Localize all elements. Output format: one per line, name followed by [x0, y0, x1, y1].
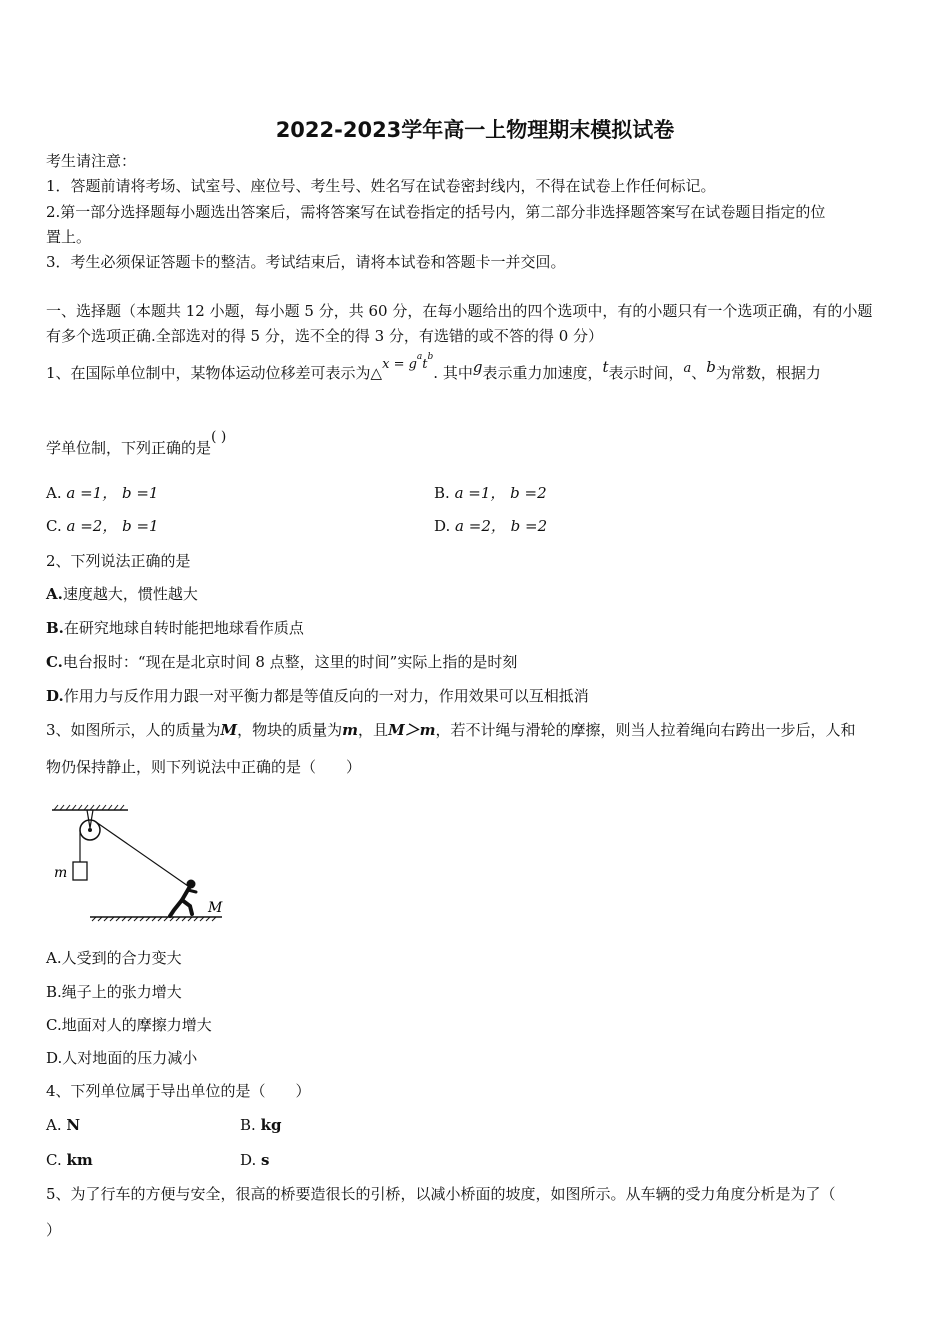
option-label: B.	[240, 1116, 256, 1134]
option-label: A.	[46, 585, 63, 603]
pulley-axle	[88, 828, 92, 832]
q3-option-b[interactable]	[46, 982, 182, 1002]
q4-stem: 4、下列单位属于导出单位的是（ ）	[46, 1082, 311, 1100]
q4-option-b[interactable]	[240, 1115, 281, 1135]
option-text: N	[66, 1116, 81, 1134]
q4-option-a[interactable]	[46, 1115, 80, 1135]
q1-text-3: 表示重力加速度，	[482, 364, 603, 382]
option-label: C.	[46, 1151, 62, 1169]
q1-symbol-b: b	[706, 358, 716, 376]
q4-option-c[interactable]	[46, 1150, 93, 1170]
q1-option-d[interactable]	[434, 516, 547, 536]
q3-text-1: 3、如图所示，人的质量为	[46, 721, 221, 739]
q1-stem-line1	[46, 352, 821, 386]
rope-to-person	[96, 822, 188, 886]
q3-stem-line2: 物仍保持静止，则下列说法中正确的是（ ）	[46, 758, 362, 776]
q1-option-a[interactable]	[46, 483, 158, 503]
option-text: km	[66, 1151, 93, 1169]
label-M: M	[208, 900, 223, 916]
notice-item-1: 1．答题前请将考场、试室号、座位号、考生号、姓名写在试卷密封线内，不得在试卷上作任何标记。	[46, 177, 716, 195]
option-label: C.	[46, 1016, 62, 1034]
person-M	[170, 880, 196, 917]
block-m	[73, 862, 87, 880]
q3-text-2: ，物块的质量为	[237, 721, 343, 739]
option-text: 作用力与反作用力跟一对平衡力都是等值反向的一对力，作用效果可以互相抵消	[63, 687, 589, 705]
section-intro-line1: 一、选择题（本题共 12 小题，每小题 5 分，共 60 分，在每小题给出的四个选项中，有的小题只有一个选项正确，有的小题	[46, 302, 873, 320]
q1-symbol-t: t	[602, 358, 609, 376]
notice-heading: 考生请注意：	[46, 152, 137, 170]
q1-text-1: 1、在国际单位制中，某物体运动位移差可表示为△	[46, 364, 383, 382]
formula-eq: = g	[389, 357, 417, 372]
q5-stem-line1: 5、为了行车的方便与安全，很高的桥要造很长的引桥，以减小桥面的坡度，如图所示。从车辆的受力角度分析是为了（	[46, 1185, 836, 1203]
q1-text-5: 为常数，根据力	[715, 364, 821, 382]
q3-option-d[interactable]	[46, 1048, 197, 1068]
option-text: 地面对人的摩擦力增大	[61, 1016, 212, 1034]
formula-exp-a: a	[416, 352, 423, 362]
option-text: a =1， b =1	[66, 484, 159, 502]
option-text: 电台报时：“现在是北京时间 8 点整，这里的时间”实际上指的是时刻	[62, 653, 518, 671]
q3-stem-line1	[46, 720, 856, 740]
option-label: C.	[46, 653, 63, 671]
q1-option-b[interactable]	[434, 483, 547, 503]
q2-option-a[interactable]	[46, 584, 198, 604]
option-label: B.	[46, 983, 62, 1001]
option-text: s	[261, 1151, 270, 1169]
q1-stem-line2	[46, 429, 227, 459]
q3-option-a[interactable]	[46, 948, 182, 968]
option-text: 人受到的合力变大	[61, 949, 182, 967]
option-text: a =1， b =2	[454, 484, 547, 502]
option-label: D.	[240, 1151, 257, 1169]
q1-text-6: 学单位制，下列正确的是	[46, 439, 212, 457]
q3-option-c[interactable]	[46, 1015, 212, 1035]
option-text: 绳子上的张力增大	[61, 983, 182, 1001]
option-text: 在研究地球自转时能把地球看作质点	[63, 619, 304, 637]
option-text: a =2， b =2	[455, 517, 548, 535]
option-label: D.	[46, 1049, 63, 1067]
notice-item-2-cont: 置上。	[46, 228, 92, 246]
q1-sep: 、	[691, 364, 707, 382]
q3-symbol-m: m	[342, 721, 359, 739]
label-m: m	[54, 865, 68, 881]
formula-x: x	[382, 357, 390, 372]
q3-symbol-M: M	[220, 721, 238, 739]
q3-condition: M＞m	[388, 721, 436, 739]
notice-item-2: 2.第一部分选择题每小题选出答案后，需将答案写在试卷指定的括号内，第二部分非选择题答案写在试卷题目指定的位	[46, 203, 826, 221]
option-label: A.	[46, 484, 62, 502]
section-intro-line2: 有多个选项正确.全部选对的得 5 分，选不全的得 3 分，有选错的或不答的得 0 分）	[46, 327, 604, 345]
notice-item-3: 3．考生必须保证答题卡的整洁。考试结束后，请将本试卷和答题卡一并交回。	[46, 253, 566, 271]
formula-t: t	[422, 357, 428, 372]
q2-stem: 2、下列说法正确的是	[46, 552, 191, 570]
q1-symbol-g: g	[472, 358, 483, 376]
formula-exp-b: b	[427, 352, 434, 362]
q1-formula	[382, 352, 434, 372]
option-label: D.	[46, 687, 64, 705]
option-text: kg	[260, 1116, 282, 1134]
option-text: a =2， b =1	[66, 517, 159, 535]
q4-option-d[interactable]	[240, 1150, 270, 1170]
option-label: A.	[46, 1116, 62, 1134]
q1-text-2: . 其中	[433, 364, 473, 382]
q2-option-c[interactable]	[46, 652, 517, 672]
option-label: B.	[434, 484, 450, 502]
option-text: 人对地面的压力减小	[62, 1049, 198, 1067]
option-label: A.	[46, 949, 62, 967]
q3-text-3: ，且	[358, 721, 389, 739]
q1-symbol-a: a	[683, 361, 692, 376]
q5-stem-line2: ）	[46, 1221, 62, 1239]
exam-title: 2022-2023学年高一上物理期末模拟试卷	[275, 118, 675, 142]
q3-text-4: ，若不计绳与滑轮的摩擦，则当人拉着绳向右跨出一步后，人和	[435, 721, 856, 739]
q1-text-4: 表示时间，	[608, 364, 684, 382]
q1-answer-paren: ( )	[211, 429, 227, 445]
option-label: C.	[46, 517, 62, 535]
q3-pulley-figure	[46, 800, 236, 925]
pulley-support	[87, 810, 90, 828]
option-text: 速度越大，惯性越大	[62, 585, 198, 603]
q2-option-b[interactable]	[46, 618, 304, 638]
option-label: D.	[434, 517, 451, 535]
option-label: B.	[46, 619, 64, 637]
q2-option-d[interactable]	[46, 686, 589, 706]
q1-option-c[interactable]	[46, 516, 159, 536]
